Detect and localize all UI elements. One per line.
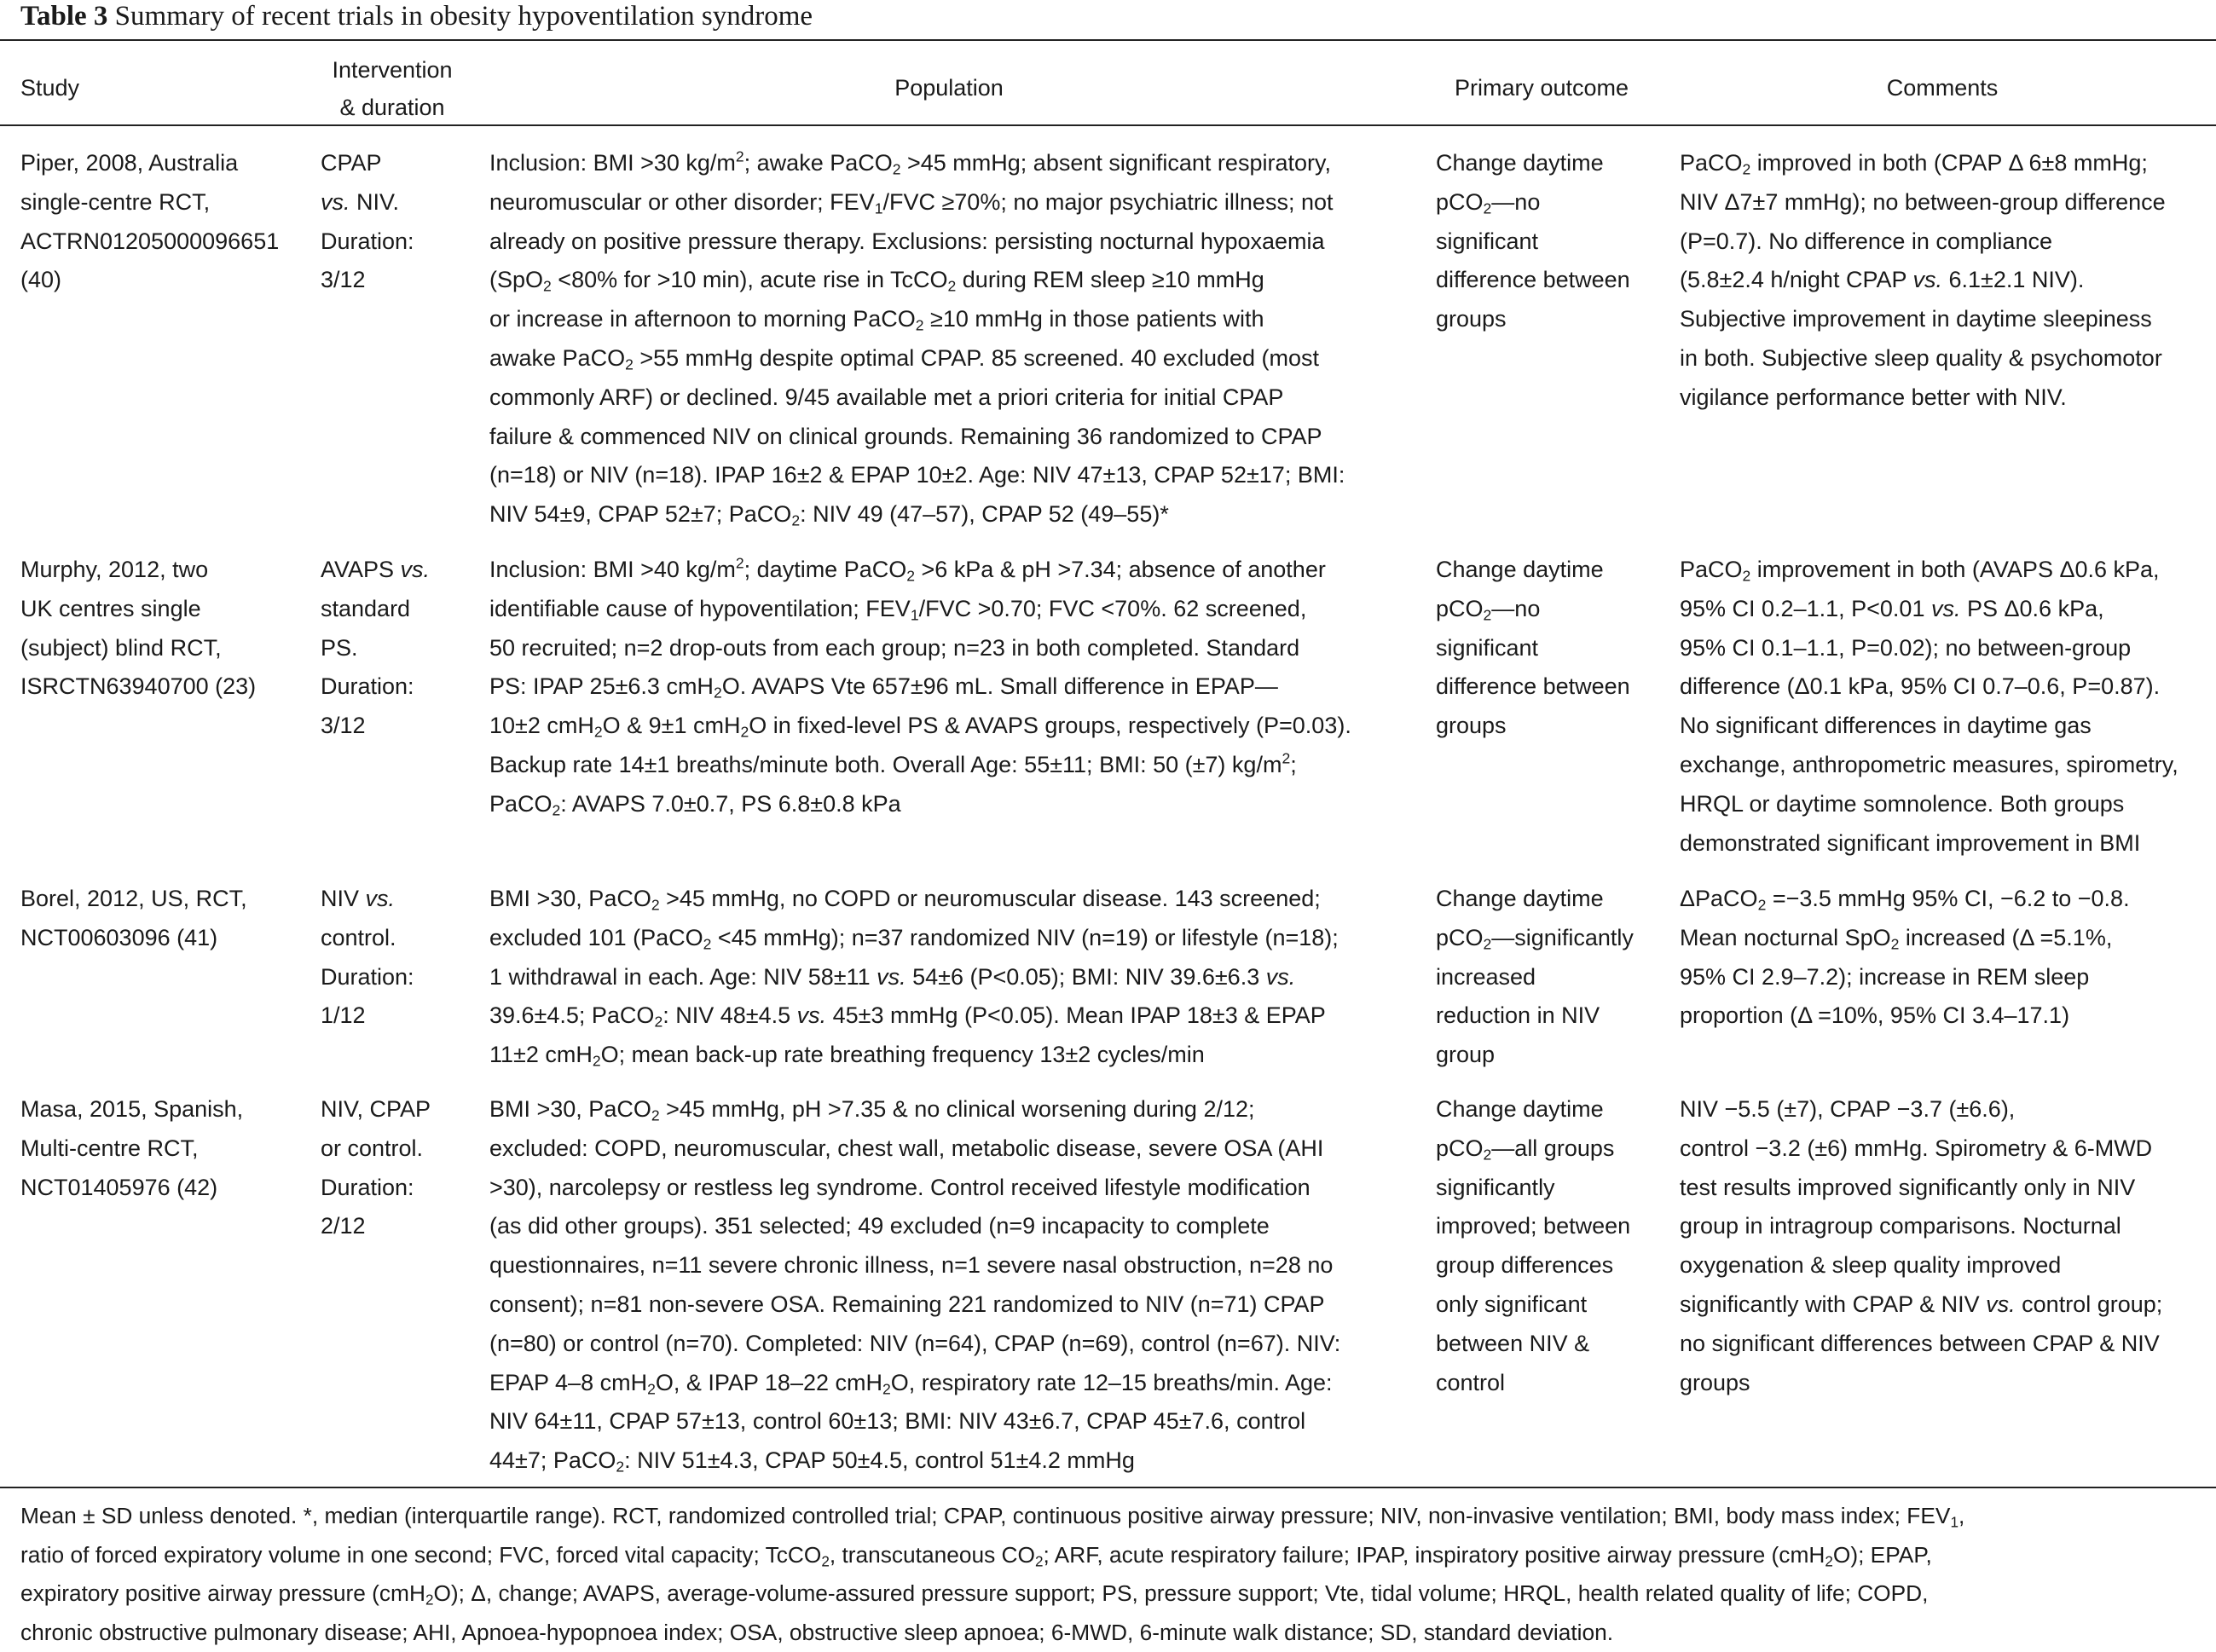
row-4-population-line: EPAP 4–8 cmH$_2$O, & IPAP 18–22 cmH$_2$O, respiratory rate 12–15 breaths/min. Age: bbox=[489, 1364, 1340, 1403]
header-comments: Comments bbox=[1678, 69, 2207, 107]
header-study: Study bbox=[20, 69, 79, 107]
row-4-intervention-line: Duration: bbox=[321, 1169, 431, 1208]
row-3-population-line: 39.6±4.5; PaCO$_2$: NIV 48±4.5 vs. 45±3 mmHg (P<0.05). Mean IPAP 18±3 & EPAP bbox=[489, 996, 1339, 1036]
row-2-primary-outcome-line: significant bbox=[1436, 629, 1630, 668]
row-4-comments-line: test results improved significantly only in NIV bbox=[1680, 1169, 2162, 1208]
row-3-intervention-line: Duration: bbox=[321, 958, 414, 997]
row-3-comments bbox=[1680, 880, 2130, 1036]
row-1-intervention bbox=[321, 144, 414, 300]
row-3-intervention bbox=[321, 880, 414, 1036]
row-2-study-line: UK centres single bbox=[20, 590, 256, 629]
row-4-primary-outcome-line: between NIV & bbox=[1436, 1325, 1630, 1364]
row-1-population-line: awake PaCO$_2$ >55 mmHg despite optimal CPAP. 85 screened. 40 excluded (most bbox=[489, 339, 1345, 378]
row-1-comments-line: NIV Δ7±7 mmHg); no between-group difference bbox=[1680, 183, 2166, 222]
row-1-population-line: commonly ARF) or declined. 9/45 available met a priori criteria for initial CPAP bbox=[489, 378, 1345, 418]
row-1-primary-outcome bbox=[1436, 144, 1630, 339]
row-2-primary-outcome bbox=[1436, 551, 1630, 746]
row-3-study-line: NCT00603096 (41) bbox=[20, 919, 247, 958]
table-caption-label: Table 3 bbox=[20, 1, 107, 32]
row-2-population-line: Inclusion: BMI >40 $kg/m^2$; daytime PaCO$_2$ >6 kPa & pH >7.34; absence of another bbox=[489, 551, 1351, 590]
row-4-comments bbox=[1680, 1090, 2162, 1402]
row-2-population-line: 10±2 cmH$_2$O & 9±1 cmH$_2$O in fixed-level PS & AVAPS groups, respectively (P=0.03). bbox=[489, 707, 1351, 746]
row-2-intervention bbox=[321, 551, 430, 746]
row-1-primary-outcome-line: difference between bbox=[1436, 261, 1630, 300]
row-2-population-line: PaCO$_2$: AVAPS 7.0±0.7, PS 6.8±0.8 kPa bbox=[489, 785, 1351, 824]
row-3-primary-outcome-line: pCO$_2$—significantly bbox=[1436, 919, 1634, 958]
row-4-study-line: NCT01405976 (42) bbox=[20, 1169, 243, 1208]
row-2-population-line: 50 recruited; n=2 drop-outs from each group; n=23 in both completed. Standard bbox=[489, 629, 1351, 668]
row-1-comments-line: Subjective improvement in daytime sleepiness bbox=[1680, 300, 2166, 339]
row-1-population-line: Inclusion: BMI >30 $kg/m^2$; awake PaCO$_2$ >45 mmHg; absent significant respiratory, bbox=[489, 144, 1345, 183]
row-1-population-line: neuromuscular or other disorder; $FEV_1$/FVC ≥70%; no major psychiatric illness; not bbox=[489, 183, 1345, 222]
header-bottom-rule bbox=[0, 124, 2216, 126]
row-2-comments-line: exchange, anthropometric measures, spirometry, bbox=[1680, 746, 2178, 785]
row-2-comments-line: PaCO$_2$ improvement in both (AVAPS Δ0.6 kPa, bbox=[1680, 551, 2178, 590]
row-1-population-line: (SpO$_2$ <80% for >10 min), acute rise in TcCO$_2$ during REM sleep ≥10 mmHg bbox=[489, 261, 1345, 300]
row-4-primary-outcome-line: improved; between bbox=[1436, 1207, 1630, 1246]
row-1-comments bbox=[1680, 144, 2166, 418]
row-4-primary-outcome-line: pCO$_2$—all groups bbox=[1436, 1129, 1630, 1169]
row-2-intervention-line: PS. bbox=[321, 629, 430, 668]
row-2-comments-line: difference (Δ0.1 kPa, 95% CI 0.7–0.6, P=0.87). bbox=[1680, 667, 2178, 707]
table-footnote-line: ratio of forced expiratory volume in one second; FVC, forced vital capacity; TcCO$_2$, transcutaneous $CO_2$; ARF, acute respiratory failure; IPAP, inspiratory positive airway pressure (cmH$_2$O); EPAP, bbox=[20, 1536, 2203, 1575]
row-3-primary-outcome-line: Change daytime bbox=[1436, 880, 1634, 919]
row-1-study-line: (40) bbox=[20, 261, 279, 300]
row-4-primary-outcome bbox=[1436, 1090, 1630, 1402]
row-4-intervention-line: NIV, CPAP bbox=[321, 1090, 431, 1129]
row-2-comments-line: HRQL or daytime somnolence. Both groups bbox=[1680, 785, 2178, 824]
row-1-primary-outcome-line: pCO$_2$—no bbox=[1436, 183, 1630, 222]
row-2-primary-outcome-line: difference between bbox=[1436, 667, 1630, 707]
header-primary-outcome: Primary outcome bbox=[1422, 69, 1661, 107]
row-4-primary-outcome-line: only significant bbox=[1436, 1285, 1630, 1325]
row-3-primary-outcome-line: reduction in NIV bbox=[1436, 996, 1634, 1036]
row-3-primary-outcome-line: increased bbox=[1436, 958, 1634, 997]
row-4-population-line: 44±7; PaCO$_2$: NIV 51±4.3, CPAP 50±4.5, control 51±4.2 mmHg bbox=[489, 1441, 1340, 1481]
row-3-comments-line: 95% CI 2.9–7.2); increase in REM sleep bbox=[1680, 958, 2130, 997]
row-2-population-line: identifiable cause of hypoventilation; $FEV_1$/FVC >0.70; FVC <70%. 62 screened, bbox=[489, 590, 1351, 629]
table-footnote-line: Mean ± SD unless denoted. *, median (interquartile range). RCT, randomized controlled trial; CPAP, continuous positive airway pressure; NIV, non-invasive ventilation; BMI, body mass index; $FEV_1$, bbox=[20, 1497, 2203, 1536]
row-2-intervention-line: 3/12 bbox=[321, 707, 430, 746]
row-4-comments-line: control −3.2 (±6) mmHg. Spirometry & 6-MWD bbox=[1680, 1129, 2162, 1169]
row-1-population-line: or increase in afternoon to morning PaCO$_2$ ≥10 mmHg in those patients with bbox=[489, 300, 1345, 339]
row-4-primary-outcome-line: Change daytime bbox=[1436, 1090, 1630, 1129]
row-1-comments-line: vigilance performance better with NIV. bbox=[1680, 378, 2166, 418]
row-3-population-line: BMI >30, PaCO$_2$ >45 mmHg, no COPD or neuromuscular disease. 143 screened; bbox=[489, 880, 1339, 919]
row-4-study-line: Masa, 2015, Spanish, bbox=[20, 1090, 243, 1129]
row-1-comments-line: (5.8±2.4 h/night CPAP vs. 6.1±2.1 NIV). bbox=[1680, 261, 2166, 300]
row-2-intervention-line: standard bbox=[321, 590, 430, 629]
row-4-population-line: (n=80) or control (n=70). Completed: NIV (n=64), CPAP (n=69), control (n=67). NIV: bbox=[489, 1325, 1340, 1364]
row-2-study-line: (subject) blind RCT, bbox=[20, 629, 256, 668]
row-2-intervention-line: Duration: bbox=[321, 667, 430, 707]
row-3-population-line: 11±2 cmH$_2$O; mean back-up rate breathing frequency 13±2 cycles/min bbox=[489, 1036, 1339, 1075]
row-3-primary-outcome bbox=[1436, 880, 1634, 1075]
table-caption bbox=[20, 0, 813, 38]
row-1-intervention-line: vs. NIV. bbox=[321, 183, 414, 222]
row-1-primary-outcome-line: Change daytime bbox=[1436, 144, 1630, 183]
row-4-comments-line: NIV −5.5 (±7), CPAP −3.7 (±6.6), bbox=[1680, 1090, 2162, 1129]
row-4-comments-line: no significant differences between CPAP & NIV bbox=[1680, 1325, 2162, 1364]
row-4-intervention-line: or control. bbox=[321, 1129, 431, 1169]
row-1-intervention-line: Duration: bbox=[321, 222, 414, 262]
row-4-comments-line: significantly with CPAP & NIV vs. control group; bbox=[1680, 1285, 2162, 1325]
row-4-intervention-line: 2/12 bbox=[321, 1207, 431, 1246]
row-3-population bbox=[489, 880, 1339, 1075]
row-4-primary-outcome-line: group differences bbox=[1436, 1246, 1630, 1285]
row-4-population-line: consent); n=81 non-severe OSA. Remaining 221 randomized to NIV (n=71) CPAP bbox=[489, 1285, 1340, 1325]
row-1-study-line: single-centre RCT, bbox=[20, 183, 279, 222]
row-4-comments-line: oxygenation & sleep quality improved bbox=[1680, 1246, 2162, 1285]
table-top-rule bbox=[0, 39, 2216, 41]
row-2-primary-outcome-line: pCO$_2$—no bbox=[1436, 590, 1630, 629]
row-1-population-line: failure & commenced NIV on clinical grounds. Remaining 36 randomized to CPAP bbox=[489, 418, 1345, 457]
header-intervention-line2: & duration bbox=[307, 89, 477, 126]
row-3-primary-outcome-line: group bbox=[1436, 1036, 1634, 1075]
row-1-comments-line: (P=0.7). No difference in compliance bbox=[1680, 222, 2166, 262]
row-1-primary-outcome-line: significant bbox=[1436, 222, 1630, 262]
table-footnote-line: chronic obstructive pulmonary disease; AHI, Apnoea-hypopnoea index; OSA, obstructive sleep apnoea; 6-MWD, 6-minute walk distance; SD, standard deviation. bbox=[20, 1614, 2203, 1652]
row-1-comments-line: in both. Subjective sleep quality & psychomotor bbox=[1680, 339, 2166, 378]
row-4-study-line: Multi-centre RCT, bbox=[20, 1129, 243, 1169]
row-2-comments-line: 95% CI 0.2–1.1, P<0.01 vs. PS Δ0.6 kPa, bbox=[1680, 590, 2178, 629]
row-1-comments-line: PaCO$_2$ improved in both (CPAP Δ 6±8 mmHg; bbox=[1680, 144, 2166, 183]
row-2-comments-line: demonstrated significant improvement in BMI bbox=[1680, 824, 2178, 864]
row-2-comments-line: No significant differences in daytime gas bbox=[1680, 707, 2178, 746]
row-2-study bbox=[20, 551, 256, 707]
row-4-intervention bbox=[321, 1090, 431, 1246]
row-3-comments-line: Mean nocturnal SpO$_2$ increased (Δ =5.1%, bbox=[1680, 919, 2130, 958]
row-2-population-line: PS: IPAP 25±6.3 cmH$_2$O. AVAPS Vte 657±96 mL. Small difference in EPAP— bbox=[489, 667, 1351, 707]
row-1-primary-outcome-line: groups bbox=[1436, 300, 1630, 339]
row-2-comments bbox=[1680, 551, 2178, 863]
table-caption-text: Summary of recent trials in obesity hypoventilation syndrome bbox=[115, 1, 813, 32]
row-2-primary-outcome-line: Change daytime bbox=[1436, 551, 1630, 590]
row-1-study-line: Piper, 2008, Australia bbox=[20, 144, 279, 183]
row-2-study-line: Murphy, 2012, two bbox=[20, 551, 256, 590]
row-4-comments-line: groups bbox=[1680, 1364, 2162, 1403]
row-2-comments-line: 95% CI 0.1–1.1, P=0.02); no between-group bbox=[1680, 629, 2178, 668]
header-intervention-line1: Intervention bbox=[307, 51, 477, 89]
row-3-comments-line: proportion (Δ =10%, 95% CI 3.4–17.1) bbox=[1680, 996, 2130, 1036]
row-1-intervention-line: CPAP bbox=[321, 144, 414, 183]
row-3-study bbox=[20, 880, 247, 958]
row-4-primary-outcome-line: control bbox=[1436, 1364, 1630, 1403]
row-3-intervention-line: control. bbox=[321, 919, 414, 958]
row-2-population bbox=[489, 551, 1351, 824]
row-4-study bbox=[20, 1090, 243, 1207]
table-footnote bbox=[20, 1497, 2203, 1652]
row-1-population-line: NIV 54±9, CPAP 52±7; PaCO$_2$: NIV 49 (47–57), CPAP 52 (49–55)* bbox=[489, 495, 1345, 534]
row-4-population-line: questionnaires, n=11 severe chronic illness, n=1 severe nasal obstruction, n=28 no bbox=[489, 1246, 1340, 1285]
row-4-population bbox=[489, 1090, 1340, 1481]
row-1-intervention-line: 3/12 bbox=[321, 261, 414, 300]
row-1-population bbox=[489, 144, 1345, 534]
row-4-population-line: NIV 64±11, CPAP 57±13, control 60±13; BMI: NIV 43±6.7, CPAP 45±7.6, control bbox=[489, 1402, 1340, 1441]
row-4-primary-outcome-line: significantly bbox=[1436, 1169, 1630, 1208]
row-1-population-line: already on positive pressure therapy. Exclusions: persisting nocturnal hypoxaemia bbox=[489, 222, 1345, 262]
table-footnote-line: expiratory positive airway pressure (cmH$_2$O); Δ, change; AVAPS, average-volume-assured pressure support; PS, pressure support; Vte, tidal volume; HRQL, health related quality of life; COPD, bbox=[20, 1574, 2203, 1614]
row-2-intervention-line: AVAPS vs. bbox=[321, 551, 430, 590]
row-3-study-line: Borel, 2012, US, RCT, bbox=[20, 880, 247, 919]
row-3-population-line: 1 withdrawal in each. Age: NIV 58±11 vs. 54±6 (P<0.05); BMI: NIV 39.6±6.3 vs. bbox=[489, 958, 1339, 997]
row-2-primary-outcome-line: groups bbox=[1436, 707, 1630, 746]
row-3-intervention-line: 1/12 bbox=[321, 996, 414, 1036]
header-population: Population bbox=[489, 69, 1409, 107]
row-1-population-line: (n=18) or NIV (n=18). IPAP 16±2 & EPAP 10±2. Age: NIV 47±13, CPAP 52±17; BMI: bbox=[489, 456, 1345, 495]
row-3-intervention-line: NIV vs. bbox=[321, 880, 414, 919]
row-4-population-line: excluded: COPD, neuromuscular, chest wall, metabolic disease, severe OSA (AHI bbox=[489, 1129, 1340, 1169]
row-4-comments-line: group in intragroup comparisons. Nocturnal bbox=[1680, 1207, 2162, 1246]
row-2-study-line: ISRCTN63940700 (23) bbox=[20, 667, 256, 707]
row-2-population-line: Backup rate 14±1 breaths/minute both. Overall Age: 55±11; BMI: 50 (±7) $kg/m^2$; bbox=[489, 746, 1351, 785]
row-4-population-line: (as did other groups). 351 selected; 49 excluded (n=9 incapacity to complete bbox=[489, 1207, 1340, 1246]
row-1-study bbox=[20, 144, 279, 300]
row-4-population-line: >30), narcolepsy or restless leg syndrome. Control received lifestyle modification bbox=[489, 1169, 1340, 1208]
row-4-population-line: BMI >30, PaCO$_2$ >45 mmHg, pH >7.35 & no clinical worsening during 2/12; bbox=[489, 1090, 1340, 1129]
row-3-population-line: excluded 101 (PaCO$_2$ <45 mmHg); n=37 randomized NIV (n=19) or lifestyle (n=18); bbox=[489, 919, 1339, 958]
row-3-comments-line: ΔPaCO$_2$ =−3.5 mmHg 95% CI, −6.2 to −0.8. bbox=[1680, 880, 2130, 919]
table-bottom-rule bbox=[0, 1487, 2216, 1488]
row-1-study-line: ACTRN01205000096651 bbox=[20, 222, 279, 262]
